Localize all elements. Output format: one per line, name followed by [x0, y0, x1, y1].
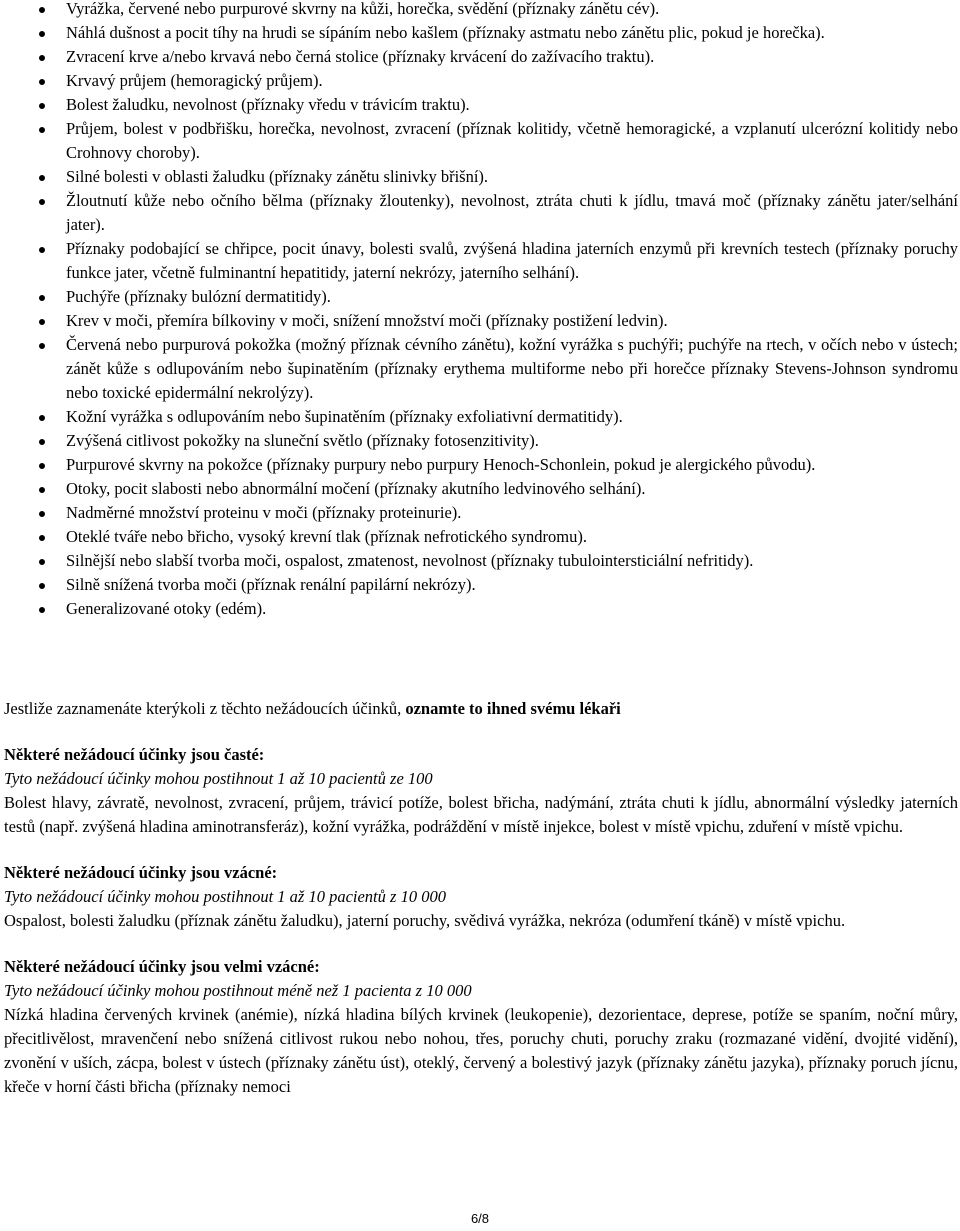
bullet-icon [39, 31, 45, 37]
bullet-icon [39, 343, 45, 349]
notice-emphasis: oznamte to ihned svému lékaři [401, 699, 621, 718]
frequency-sections [4, 697, 958, 1099]
list-item [0, 477, 958, 501]
bullet-icon [39, 199, 45, 205]
list-item [0, 501, 958, 525]
list-item-text: Žloutnutí kůže nebo očního bělma (příznaky žloutenky), nevolnost, ztráta chuti k jídlu, tmavá moč (příznaky zánětu jater/selhání jater). [66, 191, 958, 234]
section-heading: Některé nežádoucí účinky jsou velmi vzácné: [4, 957, 320, 976]
bullet-icon [39, 535, 45, 541]
bullet-icon [39, 583, 45, 589]
section-very-rare [4, 955, 958, 1099]
list-item [0, 285, 958, 309]
section-body: Nízká hladina červených krvinek (anémie), nízká hladina bílých krvinek (leukopenie), dezorientace, deprese, potíže se spaním, noční můry, přecitlivělost, mravenčení nebo snížená citlivost rukou nebo nohou, třes, poruchy chuti, poruchy zraku (rozmazané vidění, dvojité vidění), zvonění v uších, zácpa, bolest v ústech (příznaky zánětu úst), oteklý, červený a bolestivý jazyk (příznaky zánětu jazyka), příznaky poruch jícnu, křeče v horní části břicha (příznaky nemoci [4, 1005, 958, 1096]
bullet-icon [39, 559, 45, 565]
list-item [0, 597, 958, 621]
list-item-text: Kožní vyrážka s odlupováním nebo šupinatěním (příznaky exfoliativní dermatitidy). [66, 407, 623, 426]
list-item-text: Příznaky podobající se chřipce, pocit únavy, bolesti svalů, zvýšená hladina jaterních enzymů při krevních testech (příznaky poruchy funkce jater, včetně fulminantní hepatitidy, jaterní nekrózy, jaterního selhání). [66, 239, 958, 282]
bullet-icon [39, 103, 45, 109]
list-item [0, 21, 958, 45]
list-item-text: Silnější nebo slabší tvorba moči, ospalost, zmatenost, nevolnost (příznaky tubulointersticiální nefritidy). [66, 551, 754, 570]
section-common [4, 743, 958, 839]
list-item-text: Silné bolesti v oblasti žaludku (příznaky zánětu slinivky břišní). [66, 167, 489, 186]
list-item-text: Průjem, bolest v podbřišku, horečka, nevolnost, zvracení (příznak kolitidy, včetně hemoragické, a vzplanutí ulcerózní kolitidy nebo Crohnovy choroby). [66, 119, 958, 162]
list-item [0, 309, 958, 333]
bullet-icon [39, 319, 45, 325]
bullet-icon [39, 439, 45, 445]
list-item-text: Puchýře (příznaky bulózní dermatitidy). [66, 287, 331, 306]
bullet-icon [39, 247, 45, 253]
section-rare [4, 861, 958, 933]
section-frequency: Tyto nežádoucí účinky mohou postihnout 1 až 10 pacientů z 10 000 [4, 887, 446, 906]
bullet-icon [39, 295, 45, 301]
section-body: Ospalost, bolesti žaludku (příznak zánětu žaludku), jaterní poruchy, svědivá vyrážka, nekróza (odumření tkáně) v místě vpichu. [4, 911, 846, 930]
section-body: Bolest hlavy, závratě, nevolnost, zvracení, průjem, trávicí potíže, bolest břicha, nadýmání, ztráta chuti k jídlu, abnormální výsledky jaterních testů (např. zvýšená hladina aminotransferáz), kožní vyrážka, podráždění v místě injekce, bolest v místě vpichu, zduření v místě vpichu. [4, 793, 958, 836]
bullet-icon [39, 463, 45, 469]
list-item-text: Bolest žaludku, nevolnost (příznaky vředu v trávicím traktu). [66, 95, 470, 114]
list-item [0, 525, 958, 549]
page-number: 6/8 [470, 1211, 490, 1226]
bullet-icon [39, 175, 45, 181]
list-item-text: Náhlá dušnost a pocit tíhy na hrudi se sípáním nebo kašlem (příznaky astmatu nebo zánětu plic, pokud je horečka). [66, 23, 825, 42]
section-heading: Některé nežádoucí účinky jsou časté: [4, 745, 265, 764]
bullet-icon [39, 55, 45, 61]
bullet-icon [39, 7, 45, 13]
list-item-text: Oteklé tváře nebo břicho, vysoký krevní tlak (příznak nefrotického syndromu). [66, 527, 587, 546]
list-item [0, 453, 958, 477]
bullet-icon [39, 607, 45, 613]
section-heading: Některé nežádoucí účinky jsou vzácné: [4, 863, 278, 882]
bullet-icon [39, 487, 45, 493]
list-item [0, 333, 958, 405]
list-item [0, 69, 958, 93]
list-item [0, 93, 958, 117]
list-item-text: Vyrážka, červené nebo purpurové skvrny na kůži, horečka, svědění (příznaky zánětu cév). [66, 0, 660, 18]
list-item [0, 189, 958, 237]
list-item-text: Zvýšená citlivost pokožky na sluneční světlo (příznaky fotosenzitivity). [66, 431, 539, 450]
list-item-text: Generalizované otoky (edém). [66, 599, 267, 618]
notice-text: Jestliže zaznamenáte kterýkoli z těchto nežádoucích účinků, [4, 699, 402, 718]
list-item [0, 117, 958, 165]
list-item-text: Krev v moči, přemíra bílkoviny v moči, snížení množství moči (příznaky postižení ledvin). [66, 311, 668, 330]
section-frequency: Tyto nežádoucí účinky mohou postihnout méně než 1 pacienta z 10 000 [4, 981, 472, 1000]
list-item [0, 405, 958, 429]
list-item [0, 573, 958, 597]
list-item [0, 45, 958, 69]
bullet-icon [39, 127, 45, 133]
list-item-text: Nadměrné množství proteinu v moči (příznaky proteinurie). [66, 503, 462, 522]
list-item [0, 165, 958, 189]
list-item [0, 549, 958, 573]
list-item-text: Krvavý průjem (hemoragický průjem). [66, 71, 323, 90]
list-item-text: Červená nebo purpurová pokožka (možný příznak cévního zánětu), kožní vyrážka s puchýři; puchýře na rtech, v očích nebo v ústech; zánět kůže s odlupováním nebo šupinatěním (příznaky erythema multiforme nebo při horečce příznaky Stevens-Johnson syndromu nebo toxické epidermální nekrolýzy). [66, 335, 958, 402]
list-item-text: Otoky, pocit slabosti nebo abnormální močení (příznaky akutního ledvinového selhání). [66, 479, 646, 498]
notice-paragraph [4, 697, 958, 721]
list-item [0, 429, 958, 453]
bullet-icon [39, 79, 45, 85]
list-item-text: Purpurové skvrny na pokožce (příznaky purpury nebo purpury Henoch-Schonlein, pokud je alergického původu). [66, 455, 816, 474]
list-item [0, 237, 958, 285]
bullet-icon [39, 511, 45, 517]
bullet-icon [39, 415, 45, 421]
list-item-text: Silně snížená tvorba moči (příznak renální papilární nekrózy). [66, 575, 476, 594]
section-frequency: Tyto nežádoucí účinky mohou postihnout 1 až 10 pacientů ze 100 [4, 769, 433, 788]
list-item [0, 0, 958, 21]
list-item-text: Zvracení krve a/nebo krvavá nebo černá stolice (příznaky krvácení do zažívacího traktu). [66, 47, 655, 66]
